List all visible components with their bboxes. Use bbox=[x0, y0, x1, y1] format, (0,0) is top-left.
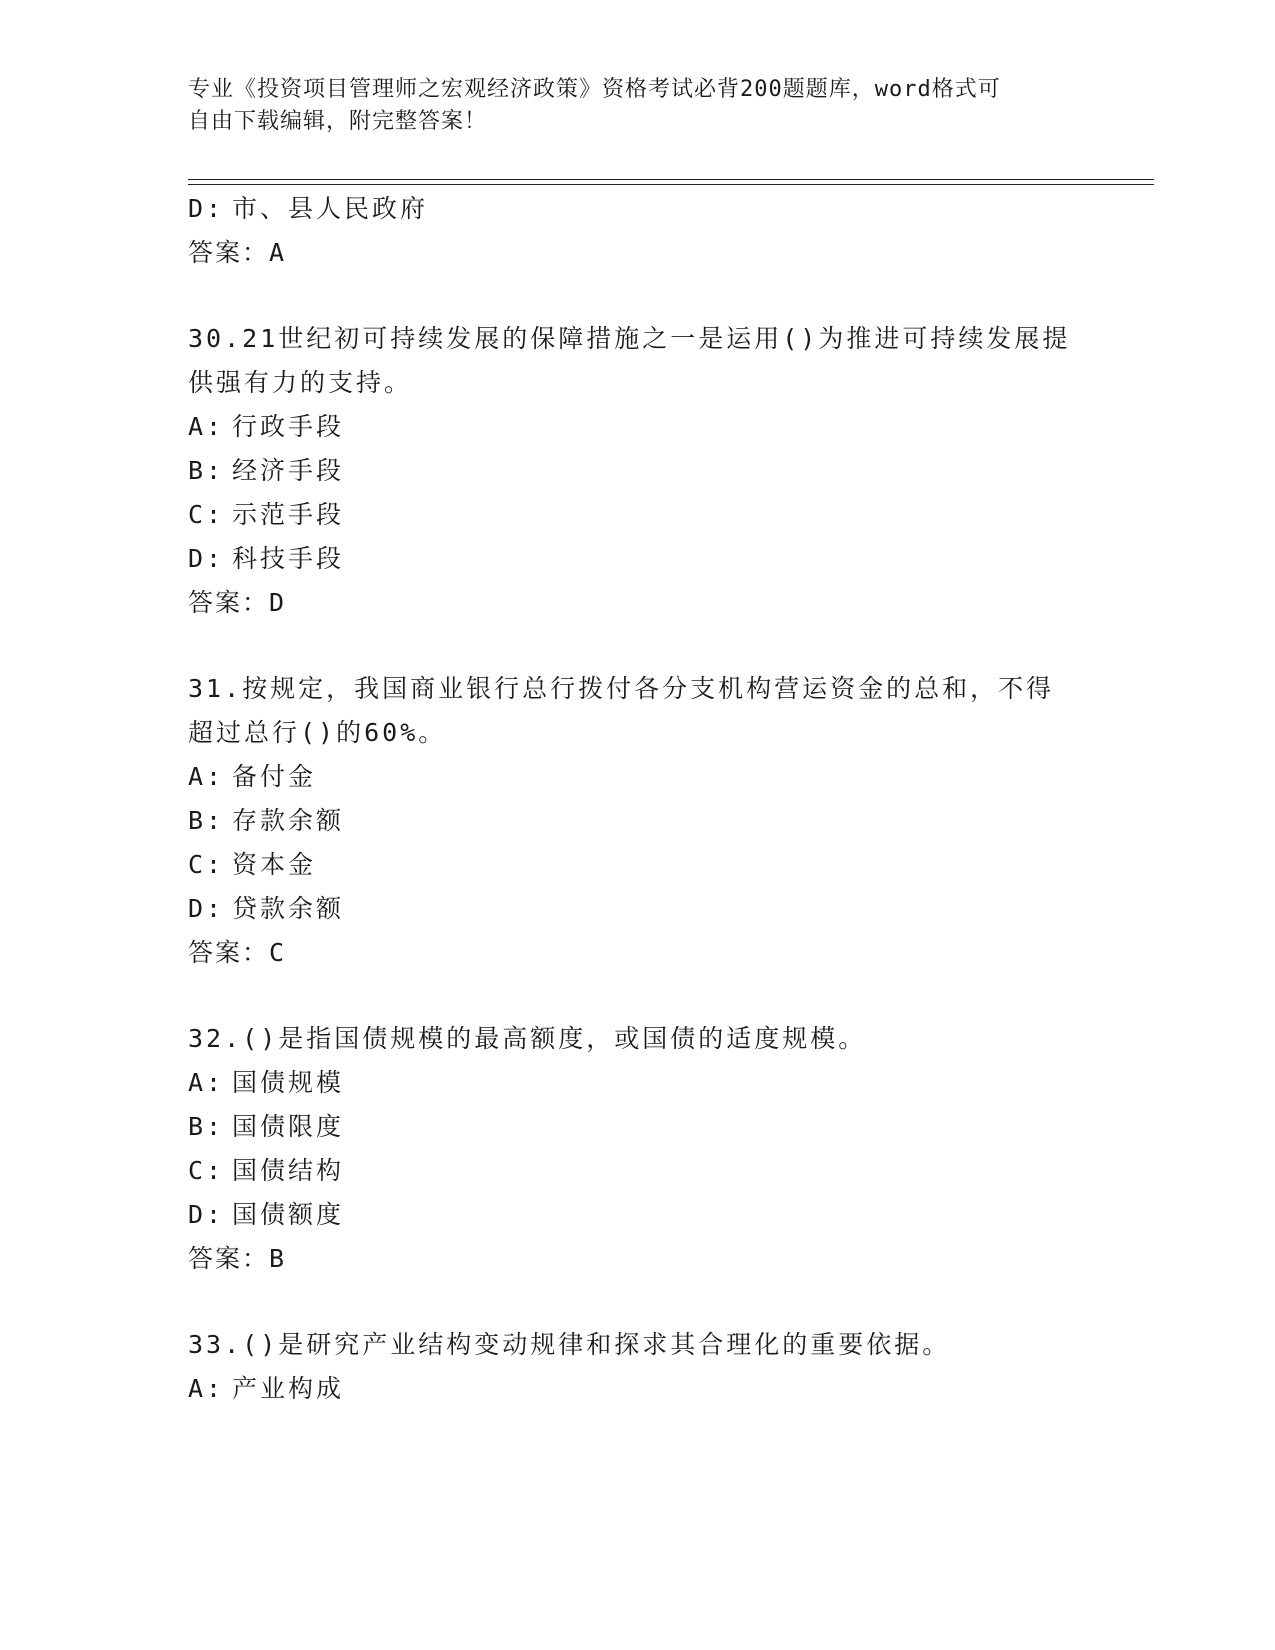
q31-answer: 答案：C bbox=[188, 938, 287, 967]
header-rule-bottom bbox=[188, 184, 1154, 185]
prev-answer: 答案：A bbox=[188, 238, 287, 267]
option-label: D: bbox=[188, 544, 225, 573]
option-label: B: bbox=[188, 456, 225, 485]
q33-option-a bbox=[188, 1372, 344, 1406]
option-text: 示范手段 bbox=[232, 500, 345, 529]
option-text: 经济手段 bbox=[232, 456, 345, 485]
option-label: D: bbox=[188, 194, 225, 223]
q30-option-c bbox=[188, 498, 344, 532]
document-header bbox=[188, 74, 1088, 138]
q31-option-b bbox=[188, 804, 344, 838]
q32-option-c bbox=[188, 1154, 344, 1188]
q32-answer: 答案：B bbox=[188, 1244, 287, 1273]
q30-answer: 答案：D bbox=[188, 588, 287, 617]
q31-option-a bbox=[188, 760, 316, 794]
option-text: 贷款余额 bbox=[232, 894, 345, 923]
option-label: A: bbox=[188, 1374, 225, 1403]
option-label: B: bbox=[188, 806, 225, 835]
option-label: C: bbox=[188, 500, 225, 529]
header-rule-top bbox=[188, 179, 1154, 180]
option-text: 市、县人民政府 bbox=[232, 194, 429, 223]
q33-stem-line-1: 33.()是研究产业结构变动规律和探求其合理化的重要依据。 bbox=[188, 1330, 951, 1359]
q30-option-d bbox=[188, 542, 344, 576]
q32-stem-line-1: 32.()是指国债规模的最高额度，或国债的适度规模。 bbox=[188, 1024, 867, 1053]
option-text: 行政手段 bbox=[232, 412, 345, 441]
option-label: C: bbox=[188, 1156, 225, 1185]
option-label: A: bbox=[188, 1068, 225, 1097]
header-line-1: 专业《投资项目管理师之宏观经济政策》资格考试必背200题题库，word格式可 bbox=[188, 77, 1001, 102]
option-text: 产业构成 bbox=[232, 1374, 345, 1403]
option-text: 备付金 bbox=[232, 762, 317, 791]
option-label: B: bbox=[188, 1112, 225, 1141]
option-label: D: bbox=[188, 1200, 225, 1229]
q30-stem-line-2: 供强有力的支持。 bbox=[188, 368, 413, 397]
option-label: A: bbox=[188, 762, 225, 791]
q31-option-d bbox=[188, 892, 344, 926]
option-label: D: bbox=[188, 894, 225, 923]
option-text: 国债额度 bbox=[232, 1200, 345, 1229]
q31-option-c bbox=[188, 848, 316, 882]
q30-stem-line-1: 30.21世纪初可持续发展的保障措施之一是运用()为推进可持续发展提 bbox=[188, 324, 1071, 353]
option-label: C: bbox=[188, 850, 225, 879]
header-line-2: 自由下载编辑，附完整答案！ bbox=[188, 109, 488, 134]
q30-option-a bbox=[188, 410, 344, 444]
option-text: 国债规模 bbox=[232, 1068, 345, 1097]
option-text: 国债限度 bbox=[232, 1112, 345, 1141]
q30-option-b bbox=[188, 454, 344, 488]
option-text: 资本金 bbox=[232, 850, 317, 879]
q32-option-a bbox=[188, 1066, 344, 1100]
q32-option-d bbox=[188, 1198, 344, 1232]
option-text: 存款余额 bbox=[232, 806, 345, 835]
option-text: 科技手段 bbox=[232, 544, 345, 573]
q31-stem-line-1: 31.按规定，我国商业银行总行拨付各分支机构营运资金的总和，不得 bbox=[188, 674, 1055, 703]
option-text: 国债结构 bbox=[232, 1156, 345, 1185]
q31-stem-line-2: 超过总行()的60%。 bbox=[188, 718, 447, 747]
prev-option-d bbox=[188, 192, 428, 226]
q32-option-b bbox=[188, 1110, 344, 1144]
option-label: A: bbox=[188, 412, 225, 441]
